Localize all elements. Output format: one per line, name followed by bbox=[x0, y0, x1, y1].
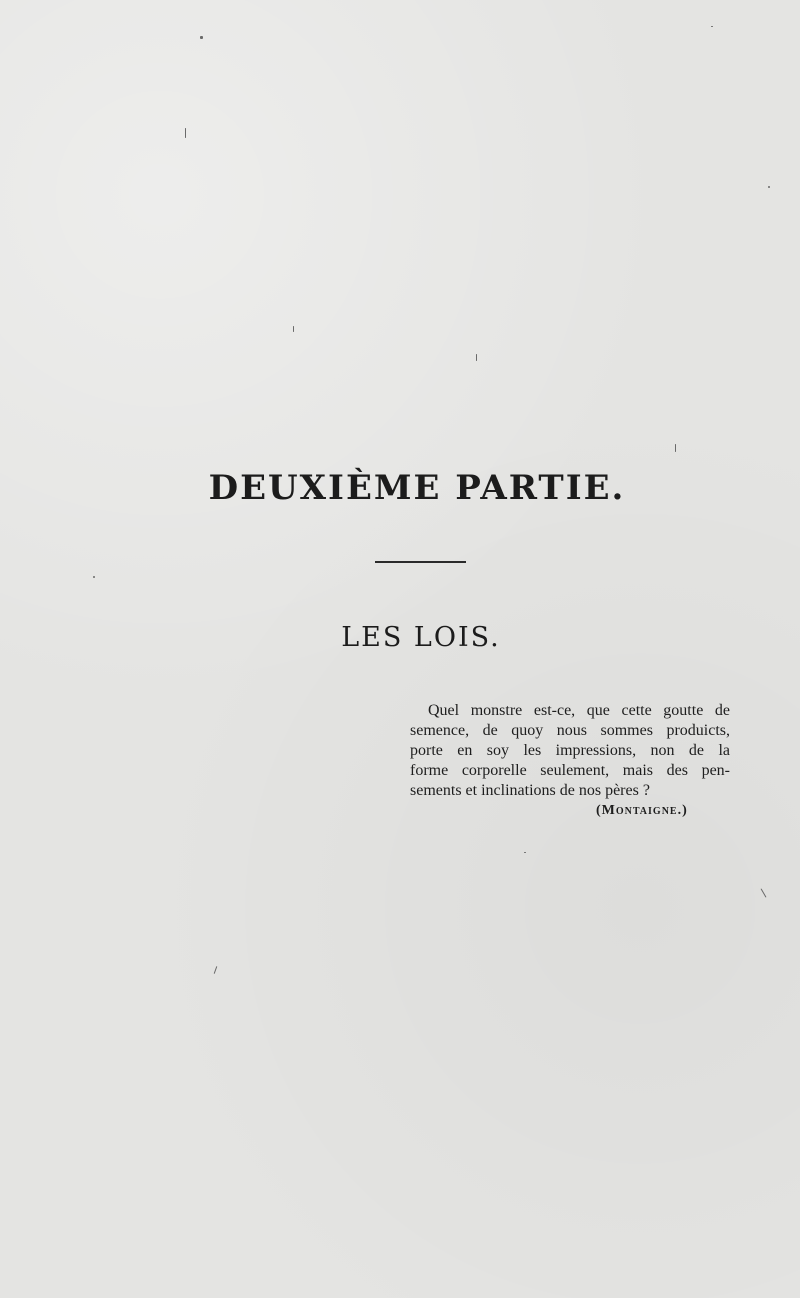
epigraph-line: semence, de quoy nous sommes produicts, bbox=[410, 722, 730, 739]
paper-speck bbox=[185, 128, 186, 138]
epigraph-line: sements et inclinations de nos pères ? bbox=[410, 782, 650, 799]
paper-speck bbox=[711, 26, 713, 27]
epigraph-line: forme corporelle seulement, mais des pen- bbox=[410, 762, 730, 779]
epigraph-line: porte en soy les impressions, non de la bbox=[410, 742, 730, 759]
section-title: LES LOIS. bbox=[341, 622, 501, 653]
paper-speck bbox=[476, 354, 477, 361]
title-divider bbox=[375, 561, 466, 563]
paper-speck bbox=[675, 444, 676, 452]
paper-speck bbox=[768, 186, 770, 188]
paper-speck bbox=[200, 36, 203, 39]
paper-speck bbox=[524, 852, 526, 853]
epigraph-line: Quel monstre est-ce, que cette goutte de bbox=[428, 702, 730, 719]
part-title: DEUXIÈME PARTIE. bbox=[208, 468, 626, 508]
paper-speck bbox=[293, 326, 294, 332]
epigraph-attribution: (Montaigne.) bbox=[596, 803, 688, 818]
paper-speck bbox=[93, 576, 95, 578]
epigraph-quote bbox=[410, 701, 730, 801]
paper-speck bbox=[761, 888, 767, 897]
paper-speck bbox=[214, 966, 218, 974]
